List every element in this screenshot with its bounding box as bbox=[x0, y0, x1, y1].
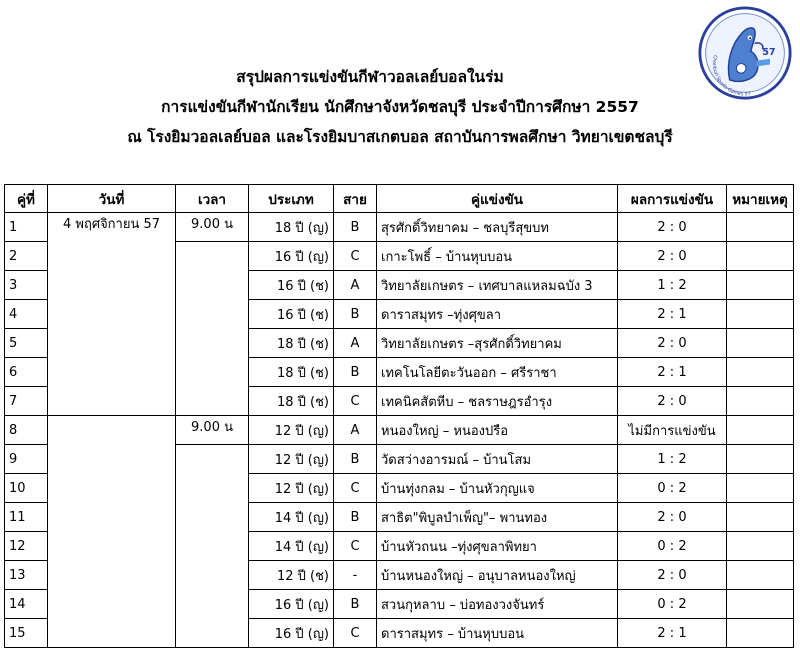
category: 12 ปี (ช) bbox=[249, 561, 334, 590]
row-number: 2 bbox=[5, 242, 48, 271]
heading-venue: ณ โรงยิมวอลเลย์บอล และโรงยิมบาสเกตบอล สถาบันการพลศึกษา วิทยาเขตชลบุรี bbox=[127, 128, 673, 146]
row-number: 1 bbox=[5, 213, 48, 242]
match-result: 2 : 0 bbox=[618, 329, 727, 358]
row-number: 13 bbox=[5, 561, 48, 590]
match-result: 1 : 2 bbox=[618, 445, 727, 474]
table-header-row bbox=[5, 185, 794, 213]
note bbox=[727, 242, 794, 271]
logo-caption: Chonburi Sports Games 57 bbox=[711, 54, 752, 98]
results-table-body bbox=[5, 213, 794, 648]
matchup: สวนกุหลาบ – บ่อทองวงจันทร์ bbox=[377, 590, 618, 619]
pool: A bbox=[334, 329, 377, 358]
match-result: 2 : 1 bbox=[618, 300, 727, 329]
matchup: เกาะโพธิ์ – บ้านหุบบอน bbox=[377, 242, 618, 271]
row-number: 8 bbox=[5, 416, 48, 445]
category: 18 ปี (ช) bbox=[249, 358, 334, 387]
pool: C bbox=[334, 532, 377, 561]
category: 18 ปี (ญ) bbox=[249, 213, 334, 242]
match-time-empty bbox=[176, 445, 249, 648]
pool: B bbox=[334, 590, 377, 619]
match-result: 0 : 2 bbox=[618, 474, 727, 503]
matchup: วิทยาลัยเกษตร – เทศบาลแหลมฉบัง 3 bbox=[377, 271, 618, 300]
matchup: บ้านทุ่งกลม – บ้านหัวกุญแจ bbox=[377, 474, 618, 503]
header-date: วันที่ bbox=[48, 185, 176, 213]
note bbox=[727, 213, 794, 242]
header-result: ผลการแข่งขัน bbox=[618, 185, 727, 213]
svg-text:57: 57 bbox=[762, 46, 776, 58]
row-number: 4 bbox=[5, 300, 48, 329]
row-number: 11 bbox=[5, 503, 48, 532]
header-line: สาย bbox=[334, 185, 377, 213]
category: 16 ปี (ช) bbox=[249, 271, 334, 300]
matchup: ดาราสมุทร – บ้านหุบบอน bbox=[377, 619, 618, 648]
category: 16 ปี (ญ) bbox=[249, 590, 334, 619]
matchup: วิทยาลัยเกษตร –สุรศักดิ์วิทยาคม bbox=[377, 329, 618, 358]
table-row bbox=[5, 416, 794, 445]
matchup: ดาราสมุทร –ทุ่งศุขลา bbox=[377, 300, 618, 329]
matchup: บ้านหัวถนน –ทุ่งศุขลาพิทยา bbox=[377, 532, 618, 561]
match-date: 4 พฤศจิกายน 57 bbox=[48, 213, 176, 416]
row-number: 3 bbox=[5, 271, 48, 300]
header-no: คู่ที่ bbox=[5, 185, 48, 213]
note bbox=[727, 590, 794, 619]
results-table bbox=[4, 184, 794, 648]
pool: A bbox=[334, 271, 377, 300]
matchup: เทคโนโลยีตะวันออก – ศรีราชา bbox=[377, 358, 618, 387]
pool: B bbox=[334, 300, 377, 329]
row-number: 5 bbox=[5, 329, 48, 358]
match-result: 2 : 0 bbox=[618, 561, 727, 590]
header-match: คู่แข่งขัน bbox=[377, 185, 618, 213]
row-number: 9 bbox=[5, 445, 48, 474]
note bbox=[727, 358, 794, 387]
matchup: สาธิต"พิบูลบำเพ็ญ"– พานทอง bbox=[377, 503, 618, 532]
heading-subtitle: การแข่งขันกีฬานักเรียน นักศึกษาจังหวัดชลบุรี ประจำปีการศึกษา 2557 bbox=[161, 98, 639, 116]
match-result: 2 : 0 bbox=[618, 387, 727, 416]
match-result: 2 : 0 bbox=[618, 213, 727, 242]
match-result: 0 : 2 bbox=[618, 590, 727, 619]
row-number: 7 bbox=[5, 387, 48, 416]
note bbox=[727, 561, 794, 590]
note bbox=[727, 387, 794, 416]
matchup: หนองใหญ่ – หนองปรือ bbox=[377, 416, 618, 445]
table-row bbox=[5, 213, 794, 242]
category: 18 ปี (ช) bbox=[249, 387, 334, 416]
pool: C bbox=[334, 387, 377, 416]
match-result: 1 : 2 bbox=[618, 271, 727, 300]
header-type: ประเภท bbox=[249, 185, 334, 213]
matchup: เทคนิคสัตหีบ – ชลราษฎรอำรุง bbox=[377, 387, 618, 416]
note bbox=[727, 474, 794, 503]
pool: C bbox=[334, 474, 377, 503]
matchup: วัดสว่างอารมณ์ – บ้านโสม bbox=[377, 445, 618, 474]
note bbox=[727, 532, 794, 561]
row-number: 12 bbox=[5, 532, 48, 561]
report-heading bbox=[0, 62, 800, 152]
note bbox=[727, 416, 794, 445]
row-number: 15 bbox=[5, 619, 48, 648]
matchup: บ้านหนองใหญ่ – อนุบาลหนองใหญ่ bbox=[377, 561, 618, 590]
category: 12 ปี (ญ) bbox=[249, 416, 334, 445]
match-time-empty bbox=[176, 242, 249, 416]
match-result: 2 : 1 bbox=[618, 358, 727, 387]
match-time: 9.00 น bbox=[176, 416, 249, 445]
category: 16 ปี (ญ) bbox=[249, 619, 334, 648]
category: 16 ปี (ช) bbox=[249, 300, 334, 329]
note bbox=[727, 300, 794, 329]
note bbox=[727, 503, 794, 532]
note bbox=[727, 271, 794, 300]
row-number: 14 bbox=[5, 590, 48, 619]
category: 12 ปี (ญ) bbox=[249, 445, 334, 474]
pool: B bbox=[334, 358, 377, 387]
pool: C bbox=[334, 619, 377, 648]
pool: - bbox=[334, 561, 377, 590]
pool: C bbox=[334, 242, 377, 271]
category: 14 ปี (ญ) bbox=[249, 503, 334, 532]
header-time: เวลา bbox=[176, 185, 249, 213]
matchup: สุรศักดิ์วิทยาคม – ชลบุรีสุขบท bbox=[377, 213, 618, 242]
pool: B bbox=[334, 503, 377, 532]
match-time: 9.00 น bbox=[176, 213, 249, 242]
heading-title: สรุปผลการแข่งขันกีฬาวอลเลย์บอลในร่ม bbox=[236, 68, 504, 86]
category: 12 ปี (ญ) bbox=[249, 474, 334, 503]
note bbox=[727, 329, 794, 358]
match-result: 2 : 1 bbox=[618, 619, 727, 648]
match-date-empty bbox=[48, 416, 176, 648]
row-number: 6 bbox=[5, 358, 48, 387]
category: 18 ปี (ช) bbox=[249, 329, 334, 358]
match-result: 2 : 0 bbox=[618, 242, 727, 271]
pool: A bbox=[334, 416, 377, 445]
header-note: หมายเหตุ bbox=[727, 185, 794, 213]
note bbox=[727, 445, 794, 474]
match-result: ไม่มีการแข่งขัน bbox=[618, 416, 727, 445]
match-result: 0 : 2 bbox=[618, 532, 727, 561]
match-result: 2 : 0 bbox=[618, 503, 727, 532]
pool: B bbox=[334, 445, 377, 474]
category: 16 ปี (ญ) bbox=[249, 242, 334, 271]
note bbox=[727, 619, 794, 648]
pool: B bbox=[334, 213, 377, 242]
category: 14 ปี (ญ) bbox=[249, 532, 334, 561]
row-number: 10 bbox=[5, 474, 48, 503]
